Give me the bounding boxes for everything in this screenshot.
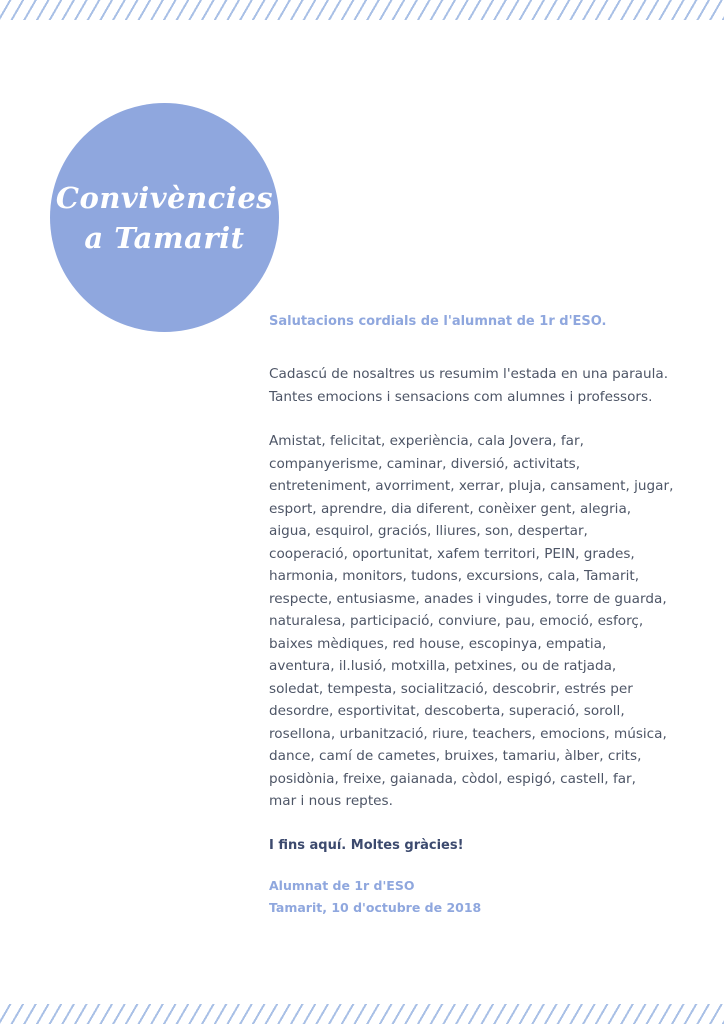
word-list-line: Amistat, felicitat, experiència, cala Jovera, far,: [269, 433, 584, 449]
word-list-line: desordre, esportivitat, descoberta, superació, soroll,: [269, 703, 625, 719]
word-list-paragraph: [269, 430, 699, 813]
title-line-1: Convivències: [55, 180, 274, 215]
word-list-line: soledat, tempesta, socialització, descobrir, estrés per: [269, 680, 633, 697]
word-list-line: aigua, esquirol, graciós, lliures, son, despertar,: [269, 523, 588, 539]
signature-block: [269, 875, 699, 919]
thanks-line: I fins aquí. Moltes gràcies!: [269, 837, 464, 853]
intro-paragraph: [269, 363, 699, 408]
word-list-line: posidònia, freixe, gaianada, còdol, espigó, castell, far,: [269, 770, 636, 787]
intro-line-2: Tantes emocions i sensacions com alumnes i professors.: [269, 388, 653, 405]
intro-line-1: Cadascú de nosaltres us resumim l'estada en una paraula.: [269, 366, 669, 382]
letter-body: [269, 311, 699, 919]
word-list-line: dance, camí de cametes, bruixes, tamariu, àlber, crits,: [269, 748, 642, 764]
word-list-line: harmonia, monitors, tudons, excursions, cala, Tamarit,: [269, 568, 640, 584]
title-badge: [50, 103, 279, 332]
word-list-line: mar i nous reptes.: [269, 793, 393, 809]
word-list-line: entreteniment, avorriment, xerrar, pluja, cansament, jugar,: [269, 478, 674, 494]
word-list-line: aventura, il.lusió, motxilla, petxines, ou de ratjada,: [269, 658, 617, 674]
word-list-line: baixes mèdiques, red house, escopinya, empatia,: [269, 635, 607, 652]
top-stripe-border: [0, 0, 724, 20]
word-list-line: cooperació, oportunitat, xafem territori, PEIN, grades,: [269, 545, 635, 562]
word-list-line: companyerisme, caminar, diversió, activitats,: [269, 455, 581, 472]
word-list-line: naturalesa, participació, conviure, pau, emoció, esforç,: [269, 613, 644, 629]
title-line-2: a Tamarit: [84, 220, 245, 255]
bottom-stripe-border: [0, 1004, 724, 1024]
signature-place-date: Tamarit, 10 d'octubre de 2018: [269, 899, 482, 915]
word-list-line: rosellona, urbanització, riure, teachers, emocions, música,: [269, 725, 667, 742]
greeting-heading: Salutacions cordials de l'alumnat de 1r d'ESO.: [269, 314, 607, 329]
word-list-line: esport, aprendre, dia diferent, conèixer gent, alegria,: [269, 500, 632, 517]
word-list-line: respecte, entusiasme, anades i vingudes, torre de guarda,: [269, 590, 667, 607]
signature-author: Alumnat de 1r d'ESO: [269, 877, 415, 893]
